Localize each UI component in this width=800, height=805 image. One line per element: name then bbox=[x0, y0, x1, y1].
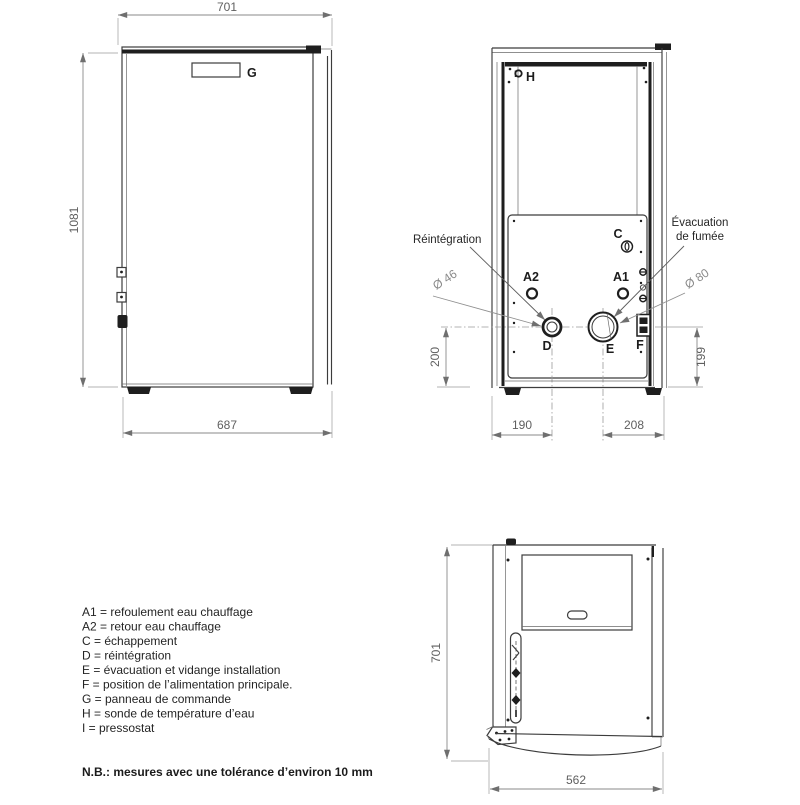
tolerance-note: N.B.: mesures avec une tolérance d’environ 10 mm bbox=[82, 765, 373, 779]
legend-item-h: H = sonde de température d’eau bbox=[82, 706, 255, 721]
rear-dim-right-value: 199 bbox=[694, 346, 708, 368]
front-top-right-bracket bbox=[306, 46, 321, 54]
legend-item-d: D = réintégration bbox=[82, 648, 172, 663]
rear-foot-right bbox=[645, 388, 662, 395]
diameter-46-label: Ø 46 bbox=[430, 266, 460, 293]
label-a2: A2 bbox=[523, 270, 539, 284]
front-left-knob bbox=[118, 315, 128, 328]
lid-handle bbox=[568, 611, 588, 619]
callout-evacuation-line2: de fumée bbox=[676, 231, 724, 243]
rear-dim-bottom-left-value: 190 bbox=[511, 418, 533, 432]
legend-item-a2: A2 = retour eau chauffage bbox=[82, 619, 221, 634]
rear-top-band bbox=[505, 62, 647, 66]
rear-dim-bottom-right-208 bbox=[603, 396, 664, 440]
front-foot-right bbox=[289, 387, 313, 394]
front-dim-width-bottom-value: 687 bbox=[216, 418, 238, 432]
label-d: D bbox=[542, 339, 552, 353]
rear-dim-left-value: 200 bbox=[428, 346, 442, 368]
top-dim-height-value: 701 bbox=[429, 642, 443, 664]
rear-foot-left bbox=[504, 388, 521, 395]
legend-item-f: F = position de l’alimentation principale. bbox=[82, 677, 293, 692]
front-top-band bbox=[122, 50, 313, 54]
legend-item-a1: A1 = refoulement eau chauffage bbox=[82, 605, 253, 619]
callout-reintegration: Réintégration bbox=[413, 234, 482, 246]
label-c: C bbox=[613, 227, 623, 241]
front-dim-width-top-value: 701 bbox=[216, 0, 238, 14]
front-dim-height bbox=[67, 53, 118, 387]
diameter-80-label: Ø 80 bbox=[682, 265, 712, 292]
rear-left-post bbox=[502, 62, 505, 386]
legend-item-i: I = pressostat bbox=[82, 721, 155, 735]
top-view bbox=[429, 539, 663, 795]
top-dim-width-value: 562 bbox=[565, 773, 587, 787]
front-foot-left bbox=[127, 387, 151, 394]
water-temp-probe bbox=[515, 70, 521, 77]
label-e: E bbox=[605, 342, 615, 356]
rear-dim-right-199 bbox=[655, 327, 708, 387]
front-dim-width-top bbox=[118, 0, 332, 46]
front-corner-bracket bbox=[487, 726, 517, 745]
front-body bbox=[122, 47, 313, 387]
control-panel bbox=[192, 63, 240, 77]
hinge-slot bbox=[511, 633, 522, 723]
label-h: H bbox=[526, 70, 536, 84]
legend-item-c: C = échappement bbox=[82, 634, 178, 648]
label-i: I bbox=[648, 282, 652, 296]
callout-evacuation-line1: Évacuation bbox=[671, 217, 729, 229]
front-view bbox=[67, 0, 332, 438]
label-a1: A1 bbox=[613, 270, 629, 284]
rear-dim-bottom-right-value: 208 bbox=[623, 418, 645, 432]
front-dim-height-value: 1081 bbox=[67, 206, 81, 234]
rear-top-tab bbox=[655, 44, 671, 51]
top-dim-height bbox=[429, 545, 497, 761]
evacuation-port bbox=[589, 313, 618, 342]
rear-view bbox=[413, 44, 728, 442]
legend-item-g: G = panneau de commande bbox=[82, 692, 232, 706]
rear-dim-left-200 bbox=[428, 328, 470, 387]
top-rear-tab bbox=[506, 539, 516, 546]
legend bbox=[82, 605, 373, 779]
front-left-hinges bbox=[117, 268, 128, 329]
label-g: G bbox=[247, 66, 257, 80]
rear-right-post bbox=[649, 62, 652, 386]
rear-dim-bottom-left-190 bbox=[492, 396, 552, 440]
power-inlet bbox=[637, 315, 650, 337]
legend-item-e: E = évacuation et vidange installation bbox=[82, 663, 281, 677]
label-f: F bbox=[636, 338, 644, 352]
front-dim-width-bottom bbox=[123, 391, 332, 438]
reintegration-port bbox=[543, 318, 561, 336]
